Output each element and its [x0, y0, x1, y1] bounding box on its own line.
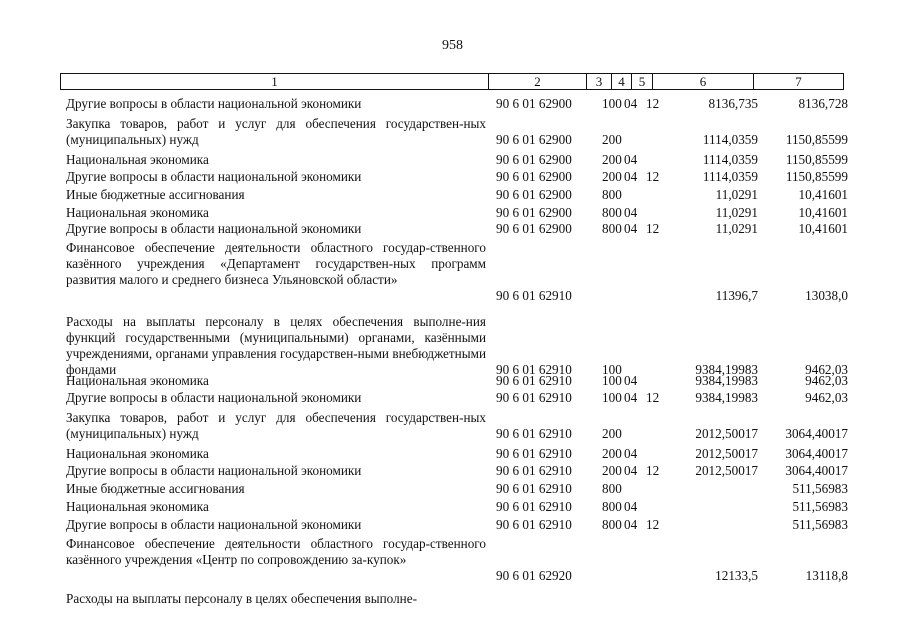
column-header-5: 5: [631, 74, 652, 89]
row-col-3: 800: [602, 481, 622, 496]
row-name: Другие вопросы в области национальной экономики: [66, 169, 362, 184]
row-value-6: 11,0291: [715, 187, 758, 202]
row-col-3: 200: [602, 426, 622, 441]
row-value-6: 9384,19983: [695, 373, 758, 388]
row-col-5: 12: [646, 517, 660, 532]
row-value-7: 10,41601: [798, 221, 848, 236]
row-code: 90 6 01 62910: [496, 446, 572, 461]
row-name: Другие вопросы в области национальной экономики: [66, 463, 362, 478]
row-value-6: 2012,50017: [695, 446, 758, 461]
row-col-3: 800: [602, 187, 622, 202]
row-col-4: 04: [624, 517, 638, 532]
row-code: 90 6 01 62910: [496, 426, 572, 441]
row-name: Расходы на выплаты персоналу в целях обеспечения выполне-: [66, 591, 417, 606]
row-col-4: 04: [624, 152, 638, 167]
row-col-5: 12: [646, 390, 660, 405]
row-name: Национальная экономика: [66, 373, 209, 388]
row-name: Финансовое обеспечение деятельности областного государ-ственного казённого учреждения «Центр по сопровождению за-купок»: [66, 536, 486, 567]
row-value-6: 11,0291: [715, 221, 758, 236]
row-col-4: 04: [624, 390, 638, 405]
column-header-4: 4: [611, 74, 631, 89]
row-col-3: 200: [602, 132, 622, 147]
row-col-3: 800: [602, 499, 622, 514]
row-col-4: 04: [624, 96, 638, 111]
row-value-6: 9384,19983: [695, 390, 758, 405]
row-col-4: 04: [624, 221, 638, 236]
row-col-3: 100: [602, 390, 622, 405]
row-code: 90 6 01 62910: [496, 390, 572, 405]
row-value-7: 511,56983: [792, 517, 848, 532]
row-value-7: 9462,03: [805, 362, 848, 377]
row-name: Национальная экономика: [66, 152, 209, 167]
row-name: Иные бюджетные ассигнования: [66, 481, 245, 496]
row-value-7: 10,41601: [798, 205, 848, 220]
row-name: Другие вопросы в области национальной экономики: [66, 221, 362, 236]
row-value-7: 8136,728: [798, 96, 848, 111]
row-value-7: 1150,85599: [785, 169, 848, 184]
row-col-3: 800: [602, 517, 622, 532]
column-header-1: 1: [271, 74, 278, 89]
row-col-3: 200: [602, 169, 622, 184]
row-col-4: 04: [624, 373, 638, 388]
row-code: 90 6 01 62900: [496, 96, 572, 111]
row-code: 90 6 01 62900: [496, 152, 572, 167]
row-name: Финансовое обеспечение деятельности областного государ-ственного казённого учреждения «Департамент государствен-ных программ развития малого и среднего бизнеса Ульяновской области»: [66, 240, 486, 287]
row-col-4: 04: [624, 499, 638, 514]
row-col-5: 12: [646, 221, 660, 236]
row-col-3: 100: [602, 96, 622, 111]
row-name: Национальная экономика: [66, 205, 209, 220]
row-name: Закупка товаров, работ и услуг для обеспечения государствен-ных (муниципальных) нужд: [66, 116, 486, 147]
row-code: 90 6 01 62900: [496, 132, 572, 147]
row-value-6: 2012,50017: [695, 463, 758, 478]
row-col-5: 12: [646, 96, 660, 111]
row-name: Закупка товаров, работ и услуг для обеспечения государствен-ных (муниципальных) нужд: [66, 410, 486, 441]
row-value-6: 9384,19983: [695, 362, 758, 377]
row-code: 90 6 01 62900: [496, 187, 572, 202]
row-code: 90 6 01 62900: [496, 221, 572, 236]
row-col-3: 100: [602, 373, 622, 388]
row-code: 90 6 01 62900: [496, 205, 572, 220]
table-header: [60, 73, 844, 90]
row-value-6: 1114,0359: [702, 132, 758, 147]
row-code: 90 6 01 62920: [496, 568, 572, 583]
row-code: 90 6 01 62910: [496, 481, 572, 496]
row-col-4: 04: [624, 463, 638, 478]
row-value-7: 10,41601: [798, 187, 848, 202]
row-value-7: 1150,85599: [785, 132, 848, 147]
column-header-6: 6: [652, 74, 753, 89]
column-header-7: 7: [753, 74, 843, 89]
row-col-4: 04: [624, 205, 638, 220]
row-value-7: 13038,0: [805, 288, 848, 303]
row-value-7: 3064,40017: [785, 463, 848, 478]
row-col-5: 12: [646, 463, 660, 478]
row-code: 90 6 01 62900: [496, 169, 572, 184]
page-number: 958: [442, 38, 463, 53]
row-name: Другие вопросы в области национальной экономики: [66, 390, 362, 405]
row-value-6: 2012,50017: [695, 426, 758, 441]
row-col-3: 100: [602, 362, 622, 377]
row-code: 90 6 01 62910: [496, 463, 572, 478]
row-col-3: 800: [602, 221, 622, 236]
row-code: 90 6 01 62910: [496, 362, 572, 377]
row-col-5: 12: [646, 169, 660, 184]
row-name: Национальная экономика: [66, 499, 209, 514]
row-col-3: 800: [602, 205, 622, 220]
column-header-3: 3: [586, 74, 611, 89]
row-value-6: 11,0291: [715, 205, 758, 220]
row-name: Другие вопросы в области национальной экономики: [66, 517, 362, 532]
row-value-7: 1150,85599: [785, 152, 848, 167]
row-value-7: 511,56983: [792, 499, 848, 514]
row-col-3: 200: [602, 463, 622, 478]
row-value-6: 1114,0359: [702, 152, 758, 167]
row-value-7: 3064,40017: [785, 426, 848, 441]
row-value-6: 1114,0359: [702, 169, 758, 184]
row-code: 90 6 01 62910: [496, 517, 572, 532]
row-name: Другие вопросы в области национальной экономики: [66, 96, 362, 111]
row-code: 90 6 01 62910: [496, 373, 572, 388]
row-col-4: 04: [624, 169, 638, 184]
row-name: Расходы на выплаты персоналу в целях обеспечения выполне-ния функций государственными (муниципальными) органами, казёнными учреждениями, органами управления государствен-ными внебюджетными фондами: [66, 314, 486, 377]
row-value-7: 9462,03: [805, 390, 848, 405]
row-name: Национальная экономика: [66, 446, 209, 461]
row-value-7: 511,56983: [792, 481, 848, 496]
row-value-6: 11396,7: [715, 288, 758, 303]
column-header-2: 2: [488, 74, 586, 89]
row-value-7: 9462,03: [805, 373, 848, 388]
row-name: Иные бюджетные ассигнования: [66, 187, 245, 202]
row-code: 90 6 01 62910: [496, 288, 572, 303]
row-code: 90 6 01 62910: [496, 499, 572, 514]
row-col-4: 04: [624, 446, 638, 461]
row-col-3: 200: [602, 152, 622, 167]
row-value-7: 13118,8: [805, 568, 848, 583]
row-value-6: 8136,735: [708, 96, 758, 111]
row-value-6: 12133,5: [715, 568, 758, 583]
row-value-7: 3064,40017: [785, 446, 848, 461]
row-col-3: 200: [602, 446, 622, 461]
